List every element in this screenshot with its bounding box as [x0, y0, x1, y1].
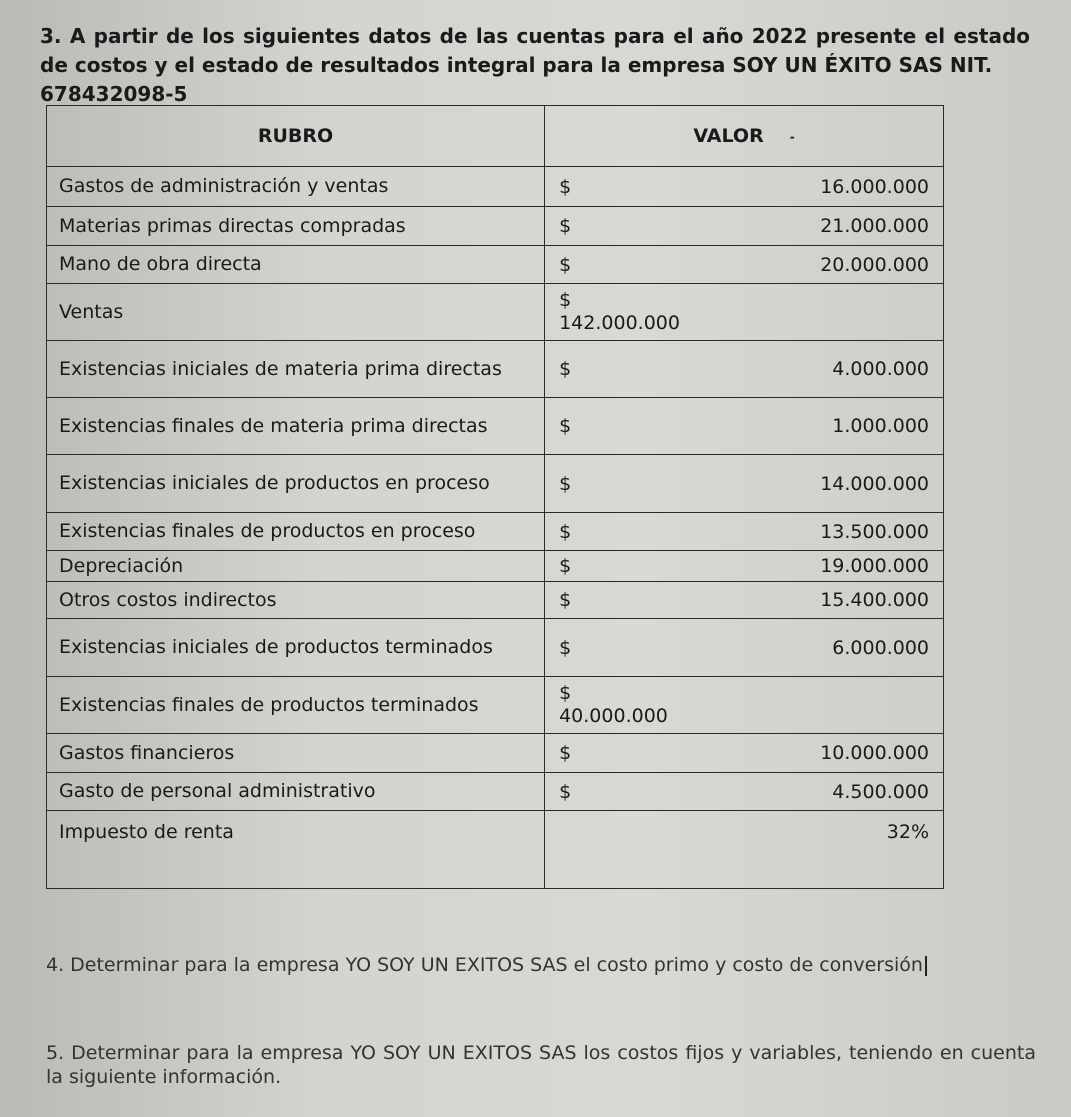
table-header-row: [47, 106, 944, 167]
rubro-cell: Existencias iniciales de productos terminados: [47, 619, 545, 677]
valor-cell: [545, 734, 944, 773]
company-nit: 678432098-5: [40, 82, 188, 106]
amount-value: 4.000.000: [832, 358, 929, 380]
rubro-cell: Existencias finales de materia prima directas: [47, 398, 545, 455]
amount-value: 20.000.000: [820, 253, 929, 276]
rubro-cell: Impuesto de renta: [47, 811, 545, 889]
amount-value: 4.500.000: [832, 780, 929, 803]
currency-symbol: $: [559, 780, 572, 803]
currency-symbol: $: [559, 415, 572, 437]
valor-cell: [545, 455, 944, 513]
currency-symbol: $: [559, 636, 572, 659]
question-4-text: 4. Determinar para la empresa YO SOY UN EXITOS SAS el costo primo y costo de conversión: [46, 954, 923, 976]
table-row: [47, 619, 944, 677]
valor-cell: [545, 398, 944, 455]
valor-cell: [545, 284, 944, 341]
currency-symbol: $: [559, 175, 572, 198]
table-row: [47, 513, 944, 551]
rubro-cell: Materias primas directas compradas: [47, 207, 545, 246]
rubro-cell: Gastos financieros: [47, 734, 545, 773]
table-row: [47, 398, 944, 455]
currency-symbol: $: [559, 358, 572, 380]
text-cursor: [925, 956, 927, 976]
amount-value: 14.000.000: [820, 472, 929, 495]
amount-value: 19.000.000: [820, 555, 929, 577]
accounts-table: [46, 105, 944, 889]
rubro-cell: Mano de obra directa: [47, 246, 545, 284]
currency-symbol: $: [559, 589, 572, 611]
amount-value: 21.000.000: [820, 215, 929, 237]
currency-symbol: $: [559, 555, 572, 577]
valor-cell: [545, 582, 944, 619]
amount-value: 16.000.000: [820, 175, 929, 198]
valor-cell: [545, 207, 944, 246]
table-row: [47, 677, 944, 734]
table-row: [47, 773, 944, 811]
amount-value: 6.000.000: [832, 636, 929, 659]
valor-cell: [545, 773, 944, 811]
table-row: [47, 551, 944, 582]
rubro-cell: Otros costos indirectos: [47, 582, 545, 619]
valor-cell: [545, 811, 944, 889]
rubro-cell: Existencias iniciales de productos en proceso: [47, 455, 545, 513]
table-row: [47, 734, 944, 773]
currency-symbol: $: [559, 520, 572, 543]
amount-value: 1.000.000: [832, 415, 929, 437]
currency-symbol: $: [559, 215, 572, 237]
currency-symbol: $: [559, 682, 572, 704]
table-row: [47, 167, 944, 207]
question-4: [46, 953, 1036, 977]
rubro-cell: Depreciación: [47, 551, 545, 582]
table-body: [47, 167, 944, 889]
valor-cell: [545, 341, 944, 398]
amount-value: 13.500.000: [820, 520, 929, 543]
amount-value: 32%: [886, 821, 929, 843]
valor-cell: [545, 513, 944, 551]
rubro-cell: Ventas: [47, 284, 545, 341]
rubro-cell: Gastos de administración y ventas: [47, 167, 545, 207]
table-row: [47, 207, 944, 246]
rubro-cell: Existencias finales de productos en proceso: [47, 513, 545, 551]
question-5: [46, 1041, 1036, 1089]
valor-cell: [545, 619, 944, 677]
amount-value: 142.000.000: [559, 312, 680, 334]
table-row: [47, 455, 944, 513]
currency-symbol: $: [559, 472, 572, 495]
amount-value: 15.400.000: [820, 589, 929, 611]
table-row: [47, 284, 944, 341]
header-valor: VALOR -: [545, 106, 944, 167]
amount-value: 10.000.000: [820, 742, 929, 764]
currency-symbol: $: [559, 742, 572, 764]
table-row: [47, 341, 944, 398]
valor-cell: [545, 167, 944, 207]
header-rubro: RUBRO: [47, 106, 545, 167]
valor-cell: [545, 551, 944, 582]
table-row: [47, 582, 944, 619]
rubro-cell: Gasto de personal administrativo: [47, 773, 545, 811]
table-row: [47, 811, 944, 889]
amount-value: 40.000.000: [559, 705, 668, 727]
currency-symbol: $: [559, 289, 572, 311]
rubro-cell: Existencias finales de productos terminados: [47, 677, 545, 734]
question-3: [40, 22, 1030, 109]
question-5-text: 5. Determinar para la empresa YO SOY UN EXITOS SAS los costos fijos y variables, teniendo en cuenta la siguiente información.: [46, 1042, 1036, 1088]
table-row: [47, 246, 944, 284]
valor-cell: [545, 246, 944, 284]
currency-symbol: $: [559, 253, 572, 276]
rubro-cell: Existencias iniciales de materia prima directas: [47, 341, 545, 398]
question-3-text: 3. A partir de los siguientes datos de las cuentas para el año 2022 presente el estado de costos y el estado de resultados integral para la empresa SOY UN ÉXITO SAS NIT.: [40, 24, 1030, 77]
valor-cell: [545, 677, 944, 734]
header-mark: -: [789, 129, 795, 144]
